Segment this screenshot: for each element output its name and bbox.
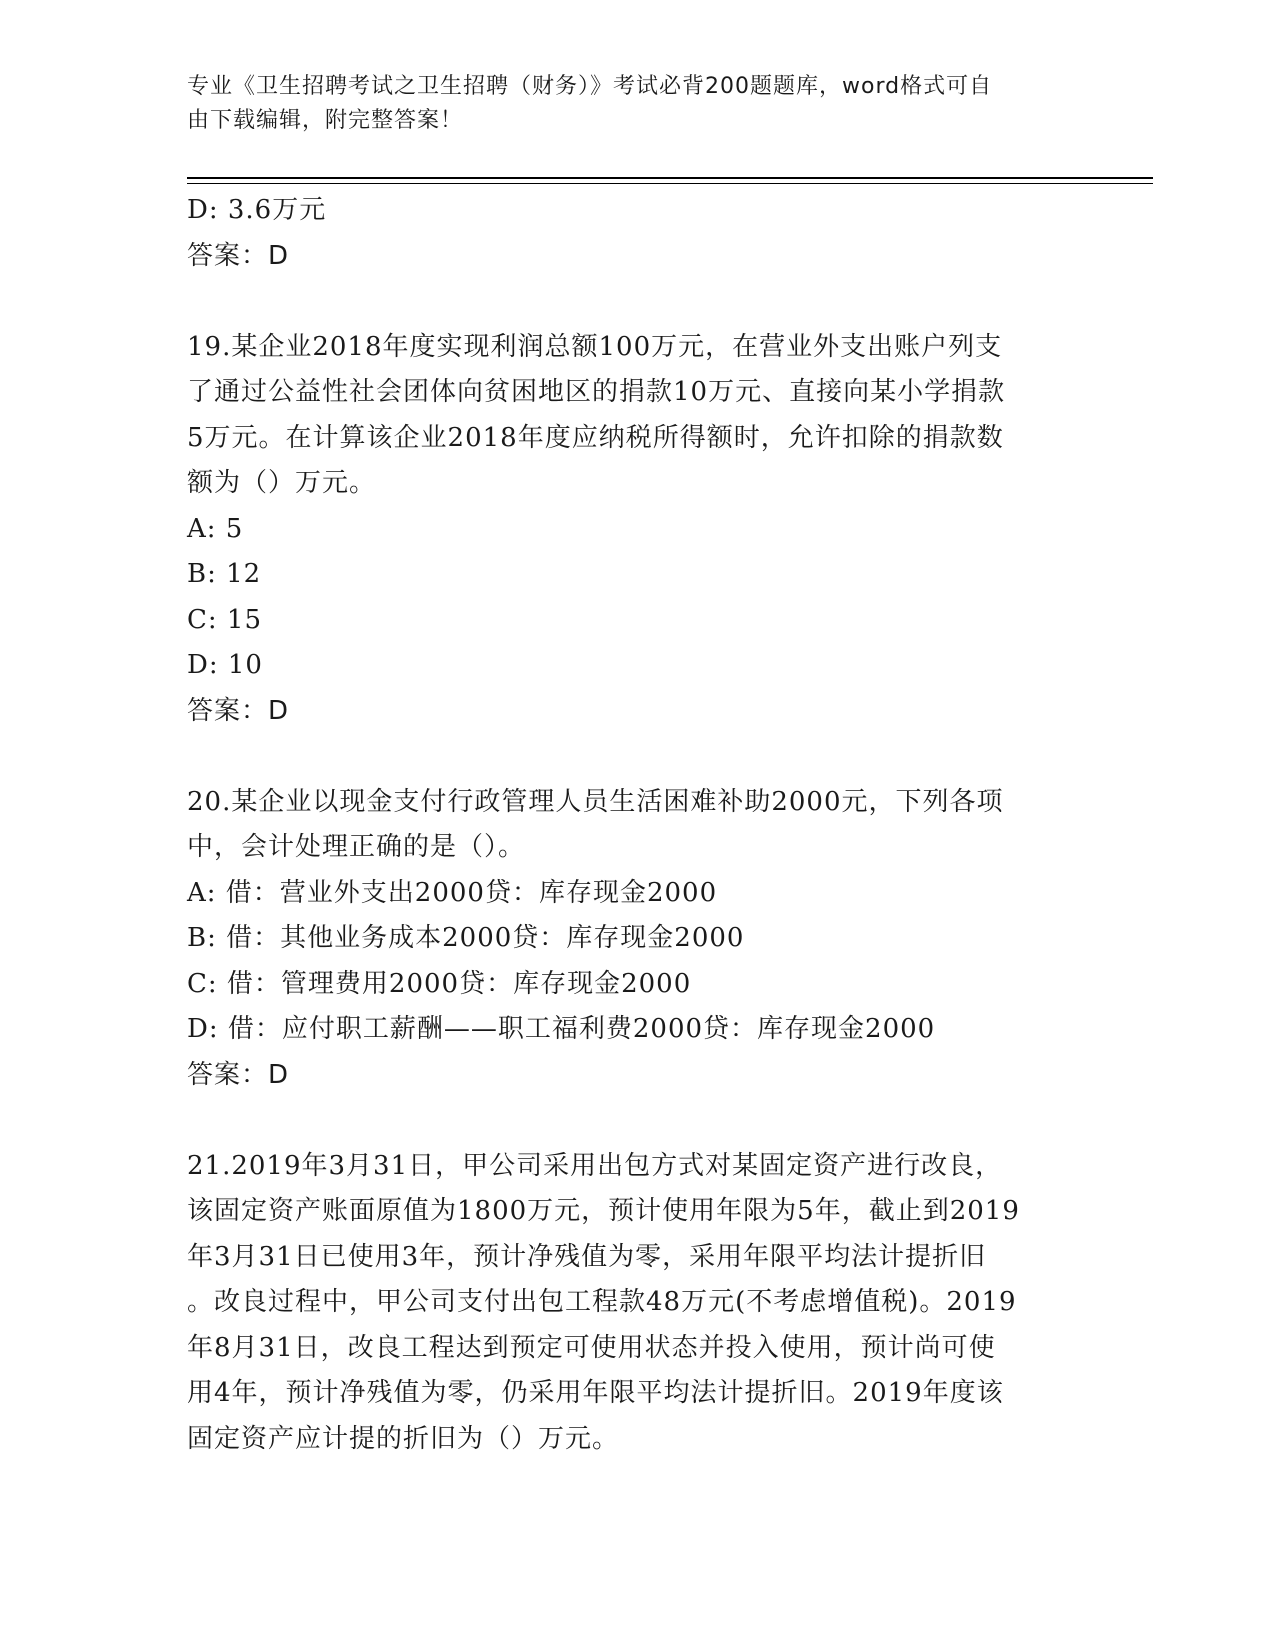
page-header: [187, 70, 1077, 138]
question-21: [187, 1144, 1087, 1463]
answer-line: 答案：D: [187, 1059, 290, 1090]
question-text-line: 用4年，预计净残值为零，仍采用年限平均法计提折旧。2019年度该: [187, 1378, 1004, 1408]
header-line-1: 专业《卫生招聘考试之卫生招聘（财务）》考试必背200题题库，word格式可自: [187, 74, 993, 99]
spacer: [187, 734, 1087, 780]
question-text-line: 5万元。在计算该企业2018年度应纳税所得额时，允许扣除的捐款数: [187, 422, 1004, 453]
header-divider-thin: [187, 183, 1153, 184]
option-a: A: 借：营业外支出2000贷：库存现金2000: [187, 877, 718, 908]
question-text-line: 年3月31日已使用3年，预计净残值为零，采用年限平均法计提折旧: [187, 1241, 987, 1272]
option-b: B: 12: [187, 559, 262, 589]
option-d: D: 10: [187, 650, 263, 680]
question-text-line: 。改良过程中，甲公司支付出包工程款48万元(不考虑增值税)。2019: [187, 1287, 1017, 1317]
answer-line: 答案：D: [187, 695, 290, 726]
option-a: A: 5: [187, 513, 244, 544]
question-20: [187, 780, 1087, 1099]
answer-line: 答案：D: [187, 240, 290, 271]
question-text-line: 19.某企业2018年度实现利润总额100万元，在营业外支出账户列支: [187, 331, 1003, 362]
question-text-line: 固定资产应计提的折旧为（）万元。: [187, 1423, 620, 1454]
question-text-line: 额为（）万元。: [187, 468, 377, 498]
option-c: C: 15: [187, 604, 263, 635]
spacer: [187, 1098, 1087, 1144]
question-text-line: 年8月31日，改良工程达到预定可使用状态并投入使用，预计尚可使: [187, 1332, 996, 1363]
document-body: [187, 188, 1087, 1462]
header-line-2: 由下载编辑，附完整答案！: [187, 108, 464, 133]
question-19: [187, 325, 1087, 735]
spacer: [187, 279, 1087, 325]
question-text-line: 该固定资产账面原值为1800万元，预计使用年限为5年，截止到2019: [187, 1196, 1020, 1226]
question-text-line: 21.2019年3月31日，甲公司采用出包方式对某固定资产进行改良，: [187, 1150, 1003, 1181]
header-divider-thick: [187, 177, 1153, 179]
question-text-line: 了通过公益性社会团体向贫困地区的捐款10万元、直接向某小学捐款: [187, 377, 1006, 407]
option-d: D: 借：应付职工薪酬——职工福利费2000贷：库存现金2000: [187, 1014, 936, 1044]
question-18-tail: [187, 188, 1087, 279]
option-c: C: 借：管理费用2000贷：库存现金2000: [187, 968, 692, 999]
question-text-line: 20.某企业以现金支付行政管理人员生活困难补助2000元，下列各项: [187, 786, 1004, 817]
question-text-line: 中，会计处理正确的是（）。: [187, 832, 526, 862]
option-d: D: 3.6万元: [187, 195, 327, 225]
option-b: B: 借：其他业务成本2000贷：库存现金2000: [187, 923, 745, 953]
